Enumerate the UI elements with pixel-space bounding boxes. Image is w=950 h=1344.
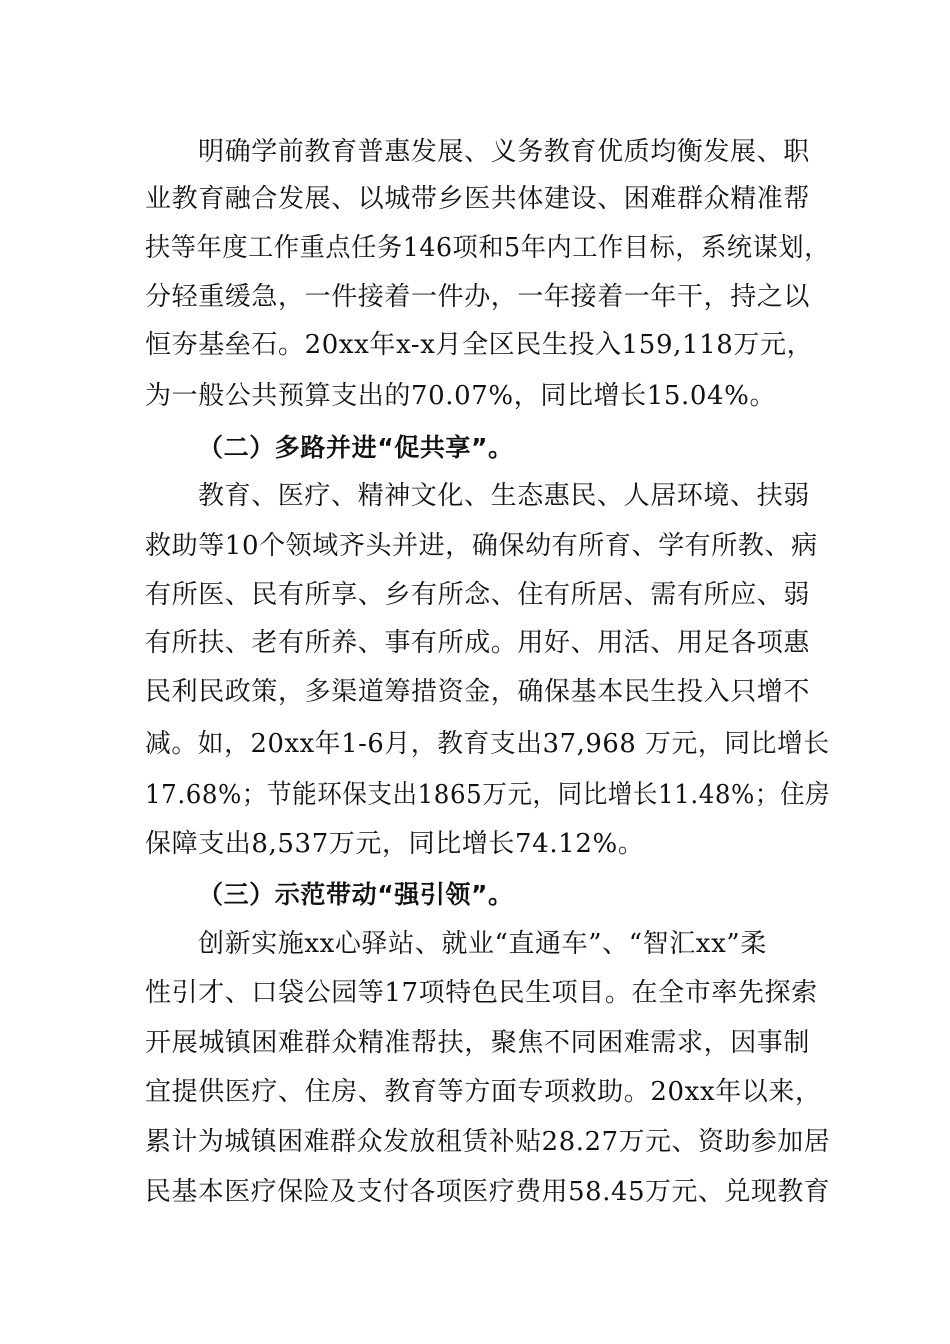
paragraph-3-line-1: 创新实施xx心驿站、就业“直通车”、“智汇xx”柔: [198, 929, 767, 959]
paragraph-2-line-8: 保障支出8,537万元，同比增长74.12%。: [145, 829, 645, 859]
paragraph-1-line-2: 业教育融合发展、以城带乡医共体建设、困难群众精准帮: [145, 184, 811, 214]
paragraph-1-line-4: 分轻重缓急，一件接着一件办，一年接着一年干，持之以: [145, 282, 811, 312]
paragraph-1-line-3: 扶等年度工作重点任务146项和5年内工作目标，系统谋划，: [145, 233, 830, 263]
paragraph-3-line-5: 累计为城镇困难群众发放租赁补贴28.27万元、资助参加居: [145, 1127, 831, 1157]
paragraph-1-line-6: 为一般公共预算支出的70.07%，同比增长15.04%。: [145, 381, 777, 411]
paragraph-2-line-2: 救助等10个领域齐头并进，确保幼有所育、学有所教、病: [145, 531, 818, 561]
section-heading-3: （三）示范带动“强引领”。: [198, 880, 514, 909]
paragraph-2-line-3: 有所医、民有所享、乡有所念、住有所居、需有所应、弱: [145, 580, 811, 610]
paragraph-3-line-6: 民基本医疗保险及支付各项医疗费用58.45万元、兑现教育: [145, 1177, 831, 1207]
paragraph-2-line-7: 17.68%；节能环保支出1865万元，同比增长11.48%；住房: [145, 780, 831, 810]
paragraph-2-line-4: 有所扶、老有所养、事有所成。用好、用活、用足各项惠: [145, 628, 811, 658]
paragraph-3-line-4: 宜提供医疗、住房、教育等方面专项救助。20xx年以来，: [145, 1077, 822, 1107]
paragraph-2-line-1: 教育、医疗、精神文化、生态惠民、人居环境、扶弱: [198, 481, 810, 511]
paragraph-2-line-5: 民利民政策，多渠道筹措资金，确保基本民生投入只增不: [145, 677, 811, 707]
paragraph-1-line-1: 明确学前教育普惠发展、义务教育优质均衡发展、职: [198, 137, 810, 167]
paragraph-3-line-3: 开展城镇困难群众精准帮扶，聚焦不同困难需求，因事制: [145, 1028, 811, 1058]
paragraph-3-line-2: 性引才、口袋公园等17项特色民生项目。在全市率先探索: [145, 978, 818, 1008]
paragraph-1-line-5: 恒夯基垒石。20xx年x-x月全区民生投入159,118万元，: [145, 330, 814, 360]
section-heading-2: （二）多路并进“促共享”。: [198, 433, 514, 462]
paragraph-2-line-6: 减。如，20xx年1-6月，教育支出37,968 万元，同比增长: [145, 729, 830, 759]
